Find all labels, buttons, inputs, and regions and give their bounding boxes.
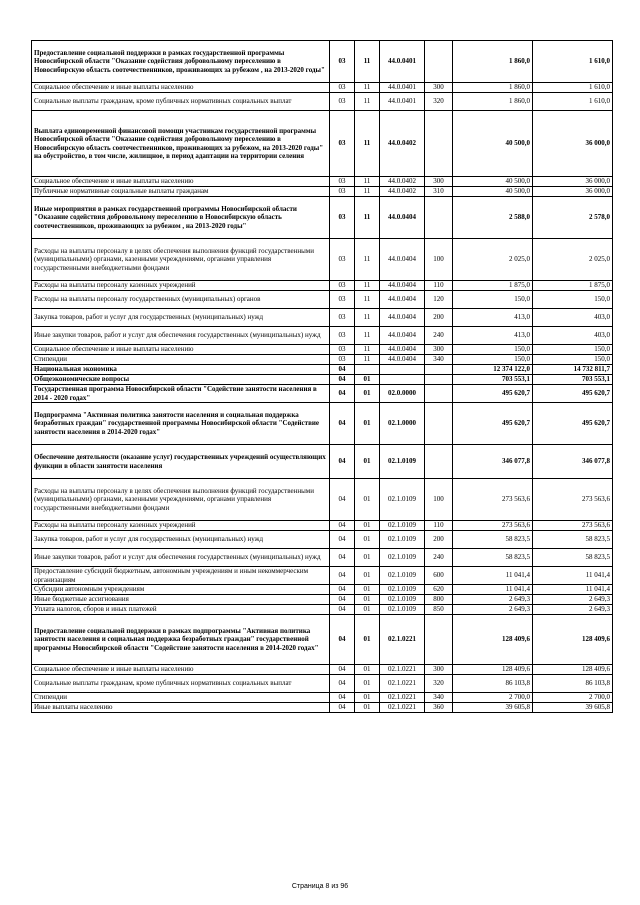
row-podrazdel: 11 bbox=[355, 177, 380, 187]
row-podrazdel: 01 bbox=[355, 605, 380, 615]
table-row bbox=[32, 187, 613, 197]
row-name: Предоставление субсидий бюджетным, автономным учреждениям и иным некоммерческим организациям bbox=[32, 567, 330, 585]
table-row bbox=[32, 291, 613, 309]
row-target-article: 44.0.0404 bbox=[380, 291, 425, 309]
row-sum-year1: 413,0 bbox=[453, 309, 533, 327]
table-row bbox=[32, 355, 613, 365]
row-sum-year2: 2 025,0 bbox=[533, 239, 613, 281]
row-podrazdel: 01 bbox=[355, 479, 380, 521]
row-expense-type: 100 bbox=[425, 239, 453, 281]
row-target-article: 02.1.0000 bbox=[380, 403, 425, 445]
row-podrazdel: 01 bbox=[355, 403, 380, 445]
row-name: Иные закупки товаров, работ и услуг для обеспечения государственных (муниципальных) нужд bbox=[32, 549, 330, 567]
row-sum-year2: 11 041,4 bbox=[533, 567, 613, 585]
table-row bbox=[32, 445, 613, 479]
row-sum-year2: 1 610,0 bbox=[533, 83, 613, 93]
row-razdel: 04 bbox=[330, 665, 355, 675]
row-razdel: 04 bbox=[330, 375, 355, 385]
row-target-article: 02.1.0109 bbox=[380, 595, 425, 605]
row-expense-type bbox=[425, 385, 453, 403]
row-razdel: 03 bbox=[330, 197, 355, 239]
row-expense-type: 240 bbox=[425, 327, 453, 345]
budget-table bbox=[31, 40, 613, 713]
row-razdel: 03 bbox=[330, 111, 355, 177]
row-razdel: 04 bbox=[330, 585, 355, 595]
row-expense-type bbox=[425, 111, 453, 177]
row-podrazdel: 11 bbox=[355, 41, 380, 83]
row-expense-type: 360 bbox=[425, 703, 453, 713]
row-razdel: 03 bbox=[330, 355, 355, 365]
row-sum-year2: 14 732 811,7 bbox=[533, 365, 613, 375]
row-expense-type: 110 bbox=[425, 281, 453, 291]
row-target-article: 02.1.0109 bbox=[380, 567, 425, 585]
row-podrazdel: 11 bbox=[355, 83, 380, 93]
table-row bbox=[32, 83, 613, 93]
row-sum-year2: 346 077,8 bbox=[533, 445, 613, 479]
row-sum-year1: 128 409,6 bbox=[453, 665, 533, 675]
row-expense-type: 320 bbox=[425, 93, 453, 111]
row-name: Иные бюджетные ассигнования bbox=[32, 595, 330, 605]
row-razdel: 04 bbox=[330, 549, 355, 567]
row-expense-type: 320 bbox=[425, 675, 453, 693]
row-name: Социальное обеспечение и иные выплаты населению bbox=[32, 345, 330, 355]
row-sum-year1: 86 103,8 bbox=[453, 675, 533, 693]
row-name: Национальная экономика bbox=[32, 365, 330, 375]
row-sum-year1: 128 409,6 bbox=[453, 615, 533, 665]
row-expense-type bbox=[425, 615, 453, 665]
row-razdel: 04 bbox=[330, 615, 355, 665]
row-name: Подпрограмма "Активная политика занятости населения и социальная поддержка безработных граждан" государственной программы Новосибирской области "Содействие занятости населения в 2014-2020 годах" bbox=[32, 403, 330, 445]
row-expense-type: 300 bbox=[425, 177, 453, 187]
row-sum-year2: 150,0 bbox=[533, 291, 613, 309]
row-sum-year2: 1 610,0 bbox=[533, 93, 613, 111]
row-razdel: 03 bbox=[330, 327, 355, 345]
row-razdel: 03 bbox=[330, 345, 355, 355]
row-razdel: 04 bbox=[330, 693, 355, 703]
row-sum-year1: 12 374 122,0 bbox=[453, 365, 533, 375]
row-expense-type: 300 bbox=[425, 665, 453, 675]
table-row bbox=[32, 309, 613, 327]
table-body bbox=[32, 41, 613, 713]
row-podrazdel: 01 bbox=[355, 615, 380, 665]
row-razdel: 03 bbox=[330, 83, 355, 93]
row-sum-year1: 1 860,0 bbox=[453, 41, 533, 83]
table-row bbox=[32, 327, 613, 345]
row-sum-year2: 128 409,6 bbox=[533, 665, 613, 675]
row-expense-type: 310 bbox=[425, 187, 453, 197]
row-podrazdel: 11 bbox=[355, 93, 380, 111]
table-row bbox=[32, 177, 613, 187]
row-razdel: 03 bbox=[330, 177, 355, 187]
row-expense-type bbox=[425, 197, 453, 239]
row-name: Расходы на выплаты персоналу казенных учреждений bbox=[32, 281, 330, 291]
row-razdel: 04 bbox=[330, 365, 355, 375]
row-razdel: 04 bbox=[330, 595, 355, 605]
row-expense-type bbox=[425, 445, 453, 479]
row-sum-year1: 150,0 bbox=[453, 345, 533, 355]
row-razdel: 04 bbox=[330, 479, 355, 521]
row-razdel: 03 bbox=[330, 291, 355, 309]
row-podrazdel: 01 bbox=[355, 585, 380, 595]
row-podrazdel: 01 bbox=[355, 703, 380, 713]
row-sum-year1: 1 860,0 bbox=[453, 83, 533, 93]
table-row bbox=[32, 665, 613, 675]
row-expense-type: 600 bbox=[425, 567, 453, 585]
table-row bbox=[32, 93, 613, 111]
row-podrazdel: 01 bbox=[355, 531, 380, 549]
row-name: Предоставление социальной поддержки в рамках государственной программы Новосибирской области "Оказание содействия добровольному переселению в Новосибирскую область соотечественников, проживающих за рубежом , на 2013-2020 годы" bbox=[32, 41, 330, 83]
row-name: Субсидии автономным учреждениям bbox=[32, 585, 330, 595]
row-target-article: 02.1.0221 bbox=[380, 703, 425, 713]
row-podrazdel: 01 bbox=[355, 521, 380, 531]
row-target-article: 44.0.0402 bbox=[380, 177, 425, 187]
table-row bbox=[32, 693, 613, 703]
row-target-article: 44.0.0404 bbox=[380, 309, 425, 327]
row-name: Предоставление социальной поддержки в рамках подпрограммы "Активная политика занятости населения и социальная поддержка безработных граждан" государственной программы Новосибирской области "Содействие занятости населения в 2014-2020 годах" bbox=[32, 615, 330, 665]
row-podrazdel bbox=[355, 365, 380, 375]
row-sum-year2: 58 823,5 bbox=[533, 531, 613, 549]
row-sum-year2: 150,0 bbox=[533, 345, 613, 355]
row-name: Иные мероприятия в рамках государственной программы Новосибирской области "Оказание содействия добровольному переселению в Новосибирскую область соотечественников, проживающих за рубежом , на 2013-2020 годы" bbox=[32, 197, 330, 239]
row-target-article: 44.0.0404 bbox=[380, 239, 425, 281]
row-name: Закупка товаров, работ и услуг для государственных (муниципальных) нужд bbox=[32, 531, 330, 549]
row-razdel: 04 bbox=[330, 403, 355, 445]
row-expense-type: 340 bbox=[425, 693, 453, 703]
row-razdel: 03 bbox=[330, 41, 355, 83]
table-row bbox=[32, 281, 613, 291]
table-row bbox=[32, 385, 613, 403]
row-target-article bbox=[380, 375, 425, 385]
row-podrazdel: 01 bbox=[355, 675, 380, 693]
row-name: Иные выплаты населению bbox=[32, 703, 330, 713]
row-name: Уплата налогов, сборов и иных платежей bbox=[32, 605, 330, 615]
row-name: Расходы на выплаты персоналу в целях обеспечения выполнения функций государственными (муниципальными) органами, казенными учреждениями, органами управления государственными внебюджетными фондами bbox=[32, 479, 330, 521]
row-podrazdel: 11 bbox=[355, 281, 380, 291]
row-target-article: 44.0.0404 bbox=[380, 281, 425, 291]
row-sum-year2: 58 823,5 bbox=[533, 549, 613, 567]
row-razdel: 03 bbox=[330, 187, 355, 197]
row-razdel: 03 bbox=[330, 281, 355, 291]
row-expense-type: 800 bbox=[425, 595, 453, 605]
row-sum-year1: 58 823,5 bbox=[453, 531, 533, 549]
row-podrazdel: 11 bbox=[355, 309, 380, 327]
row-podrazdel: 01 bbox=[355, 567, 380, 585]
row-target-article: 44.0.0402 bbox=[380, 187, 425, 197]
table-row bbox=[32, 549, 613, 567]
row-target-article: 44.0.0404 bbox=[380, 345, 425, 355]
row-name: Социальные выплаты гражданам, кроме публичных нормативных социальных выплат bbox=[32, 93, 330, 111]
row-sum-year2: 403,0 bbox=[533, 309, 613, 327]
row-sum-year1: 1 875,0 bbox=[453, 281, 533, 291]
row-name: Обеспечение деятельности (оказание услуг) государственных учреждений осуществляющих функции в области занятости населения bbox=[32, 445, 330, 479]
row-target-article: 02.1.0221 bbox=[380, 675, 425, 693]
row-sum-year2: 703 553,1 bbox=[533, 375, 613, 385]
row-sum-year1: 703 553,1 bbox=[453, 375, 533, 385]
row-expense-type: 200 bbox=[425, 531, 453, 549]
row-razdel: 04 bbox=[330, 385, 355, 403]
row-target-article: 02.1.0109 bbox=[380, 585, 425, 595]
row-expense-type: 850 bbox=[425, 605, 453, 615]
row-podrazdel: 11 bbox=[355, 197, 380, 239]
row-target-article: 44.0.0404 bbox=[380, 197, 425, 239]
row-target-article: 44.0.0404 bbox=[380, 355, 425, 365]
table-row bbox=[32, 345, 613, 355]
table-row bbox=[32, 403, 613, 445]
row-sum-year2: 1 875,0 bbox=[533, 281, 613, 291]
table-row bbox=[32, 479, 613, 521]
row-name: Стипендии bbox=[32, 693, 330, 703]
row-razdel: 04 bbox=[330, 445, 355, 479]
row-target-article: 02.1.0221 bbox=[380, 615, 425, 665]
row-name: Закупка товаров, работ и услуг для государственных (муниципальных) нужд bbox=[32, 309, 330, 327]
row-sum-year2: 150,0 bbox=[533, 355, 613, 365]
row-target-article: 02.1.0109 bbox=[380, 605, 425, 615]
row-target-article bbox=[380, 365, 425, 375]
row-expense-type: 240 bbox=[425, 549, 453, 567]
row-podrazdel: 11 bbox=[355, 187, 380, 197]
row-razdel: 04 bbox=[330, 531, 355, 549]
row-sum-year1: 39 605,8 bbox=[453, 703, 533, 713]
row-target-article: 44.0.0404 bbox=[380, 327, 425, 345]
row-target-article: 02.1.0109 bbox=[380, 531, 425, 549]
row-expense-type: 620 bbox=[425, 585, 453, 595]
row-target-article: 44.0.0401 bbox=[380, 41, 425, 83]
table-row bbox=[32, 521, 613, 531]
row-name: Социальные выплаты гражданам, кроме публичных нормативных социальных выплат bbox=[32, 675, 330, 693]
table-row bbox=[32, 41, 613, 83]
row-sum-year2: 36 000,0 bbox=[533, 177, 613, 187]
row-expense-type: 340 bbox=[425, 355, 453, 365]
row-expense-type bbox=[425, 41, 453, 83]
row-sum-year2: 2 700,0 bbox=[533, 693, 613, 703]
row-name: Расходы на выплаты персоналу в целях обеспечения выполнения функций государственными (муниципальными) органами, казенными учреждениями, органами управления государственными внебюджетными фондами bbox=[32, 239, 330, 281]
table-row bbox=[32, 197, 613, 239]
row-podrazdel: 01 bbox=[355, 385, 380, 403]
row-name: Общеэкономические вопросы bbox=[32, 375, 330, 385]
row-sum-year1: 2 649,3 bbox=[453, 595, 533, 605]
row-sum-year1: 2 700,0 bbox=[453, 693, 533, 703]
row-expense-type: 300 bbox=[425, 345, 453, 355]
table-row bbox=[32, 111, 613, 177]
row-sum-year2: 11 041,4 bbox=[533, 585, 613, 595]
row-name: Публичные нормативные социальные выплаты гражданам bbox=[32, 187, 330, 197]
row-expense-type bbox=[425, 375, 453, 385]
row-podrazdel: 11 bbox=[355, 239, 380, 281]
row-sum-year1: 58 823,5 bbox=[453, 549, 533, 567]
row-sum-year1: 2 025,0 bbox=[453, 239, 533, 281]
row-razdel: 04 bbox=[330, 605, 355, 615]
row-name: Расходы на выплаты персоналу казенных учреждений bbox=[32, 521, 330, 531]
row-name: Социальное обеспечение и иные выплаты населению bbox=[32, 83, 330, 93]
row-sum-year1: 11 041,4 bbox=[453, 567, 533, 585]
row-razdel: 04 bbox=[330, 703, 355, 713]
row-target-article: 02.1.0109 bbox=[380, 521, 425, 531]
table-row bbox=[32, 365, 613, 375]
table-row bbox=[32, 703, 613, 713]
row-sum-year2: 273 563,6 bbox=[533, 521, 613, 531]
table-row bbox=[32, 239, 613, 281]
row-podrazdel: 11 bbox=[355, 327, 380, 345]
row-sum-year2: 403,0 bbox=[533, 327, 613, 345]
row-target-article: 02.1.0109 bbox=[380, 445, 425, 479]
table-row bbox=[32, 675, 613, 693]
row-sum-year2: 128 409,6 bbox=[533, 615, 613, 665]
row-podrazdel: 11 bbox=[355, 345, 380, 355]
row-sum-year2: 86 103,8 bbox=[533, 675, 613, 693]
row-sum-year1: 1 860,0 bbox=[453, 93, 533, 111]
row-expense-type: 100 bbox=[425, 479, 453, 521]
row-sum-year1: 346 077,8 bbox=[453, 445, 533, 479]
row-sum-year1: 273 563,6 bbox=[453, 479, 533, 521]
row-razdel: 03 bbox=[330, 309, 355, 327]
row-sum-year2: 39 605,8 bbox=[533, 703, 613, 713]
row-target-article: 02.1.0109 bbox=[380, 549, 425, 567]
table-row bbox=[32, 531, 613, 549]
row-sum-year2: 36 000,0 bbox=[533, 111, 613, 177]
row-sum-year2: 36 000,0 bbox=[533, 187, 613, 197]
row-sum-year1: 150,0 bbox=[453, 291, 533, 309]
row-sum-year1: 40 500,0 bbox=[453, 177, 533, 187]
table-row bbox=[32, 605, 613, 615]
row-sum-year2: 495 620,7 bbox=[533, 403, 613, 445]
row-target-article: 02.1.0221 bbox=[380, 693, 425, 703]
row-podrazdel: 01 bbox=[355, 445, 380, 479]
row-target-article: 44.0.0402 bbox=[380, 111, 425, 177]
table-row bbox=[32, 585, 613, 595]
row-expense-type bbox=[425, 403, 453, 445]
row-sum-year2: 273 563,6 bbox=[533, 479, 613, 521]
row-sum-year1: 495 620,7 bbox=[453, 403, 533, 445]
row-podrazdel: 11 bbox=[355, 291, 380, 309]
row-expense-type: 200 bbox=[425, 309, 453, 327]
row-name: Стипендии bbox=[32, 355, 330, 365]
row-sum-year1: 495 620,7 bbox=[453, 385, 533, 403]
row-sum-year2: 2 649,3 bbox=[533, 605, 613, 615]
row-podrazdel: 11 bbox=[355, 355, 380, 365]
row-razdel: 03 bbox=[330, 93, 355, 111]
row-podrazdel: 01 bbox=[355, 595, 380, 605]
row-sum-year1: 11 041,4 bbox=[453, 585, 533, 595]
row-target-article: 02.0.0000 bbox=[380, 385, 425, 403]
row-name: Расходы на выплаты персоналу государственных (муниципальных) органов bbox=[32, 291, 330, 309]
row-sum-year1: 40 500,0 bbox=[453, 187, 533, 197]
row-name: Социальное обеспечение и иные выплаты населению bbox=[32, 177, 330, 187]
row-podrazdel: 01 bbox=[355, 549, 380, 567]
row-sum-year1: 273 563,6 bbox=[453, 521, 533, 531]
row-podrazdel: 11 bbox=[355, 111, 380, 177]
row-target-article: 44.0.0401 bbox=[380, 83, 425, 93]
row-sum-year2: 495 620,7 bbox=[533, 385, 613, 403]
row-sum-year1: 2 649,3 bbox=[453, 605, 533, 615]
table-row bbox=[32, 615, 613, 665]
table-row bbox=[32, 595, 613, 605]
page-footer: Страница 8 из 96 bbox=[291, 883, 349, 890]
row-expense-type: 120 bbox=[425, 291, 453, 309]
row-target-article: 02.1.0221 bbox=[380, 665, 425, 675]
row-target-article: 02.1.0109 bbox=[380, 479, 425, 521]
table-row bbox=[32, 567, 613, 585]
row-name: Социальное обеспечение и иные выплаты населению bbox=[32, 665, 330, 675]
row-target-article: 44.0.0401 bbox=[380, 93, 425, 111]
row-podrazdel: 01 bbox=[355, 693, 380, 703]
row-sum-year1: 413,0 bbox=[453, 327, 533, 345]
table-row bbox=[32, 375, 613, 385]
row-sum-year2: 2 649,3 bbox=[533, 595, 613, 605]
row-razdel: 03 bbox=[330, 239, 355, 281]
row-razdel: 04 bbox=[330, 675, 355, 693]
row-sum-year2: 2 578,0 bbox=[533, 197, 613, 239]
row-razdel: 04 bbox=[330, 521, 355, 531]
row-sum-year2: 1 610,0 bbox=[533, 41, 613, 83]
row-podrazdel: 01 bbox=[355, 665, 380, 675]
row-name: Иные закупки товаров, работ и услуг для обеспечения государственных (муниципальных) нужд bbox=[32, 327, 330, 345]
row-sum-year1: 150,0 bbox=[453, 355, 533, 365]
row-sum-year1: 40 500,0 bbox=[453, 111, 533, 177]
row-expense-type bbox=[425, 365, 453, 375]
row-sum-year1: 2 588,0 bbox=[453, 197, 533, 239]
row-expense-type: 300 bbox=[425, 83, 453, 93]
row-name: Государственная программа Новосибирской области "Содействие занятости населения в 2014 - 2020 годах" bbox=[32, 385, 330, 403]
row-expense-type: 110 bbox=[425, 521, 453, 531]
row-podrazdel: 01 bbox=[355, 375, 380, 385]
row-razdel: 04 bbox=[330, 567, 355, 585]
row-name: Выплата единовременной финансовой помощи участникам государственной программы Новосибирской области "Оказание содействия добровольному переселению в Новосибирскую область соотечественников, проживающих за рубежом, на 2013-2020 годы" на обустройство, в том числе, жилищное, в период адаптации на территории селения bbox=[32, 111, 330, 177]
